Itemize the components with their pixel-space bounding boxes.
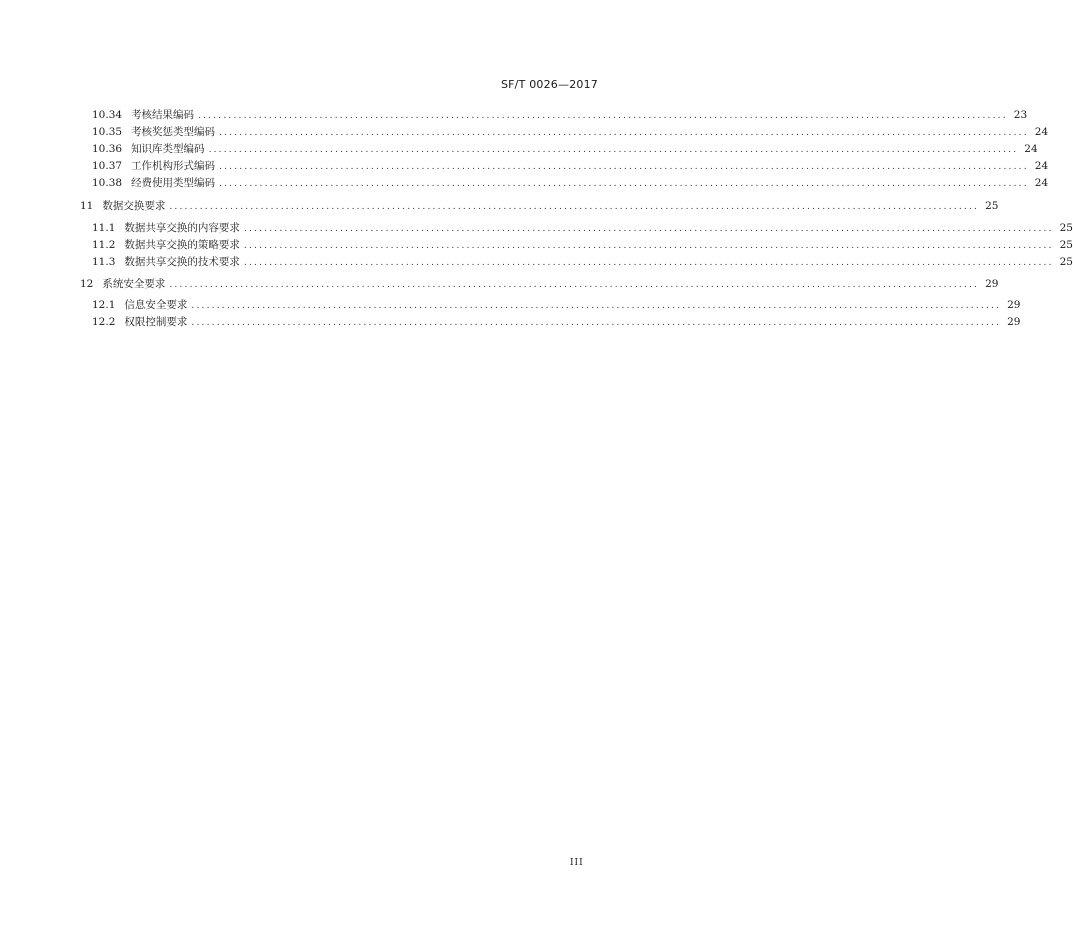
toc-leader: ................................................................................................................................................................ xyxy=(243,223,1054,234)
toc-entry[interactable] xyxy=(0,106,1028,123)
toc-leader: ................................................................................................................................................................ xyxy=(198,110,1008,121)
toc-title: 信息安全要求 xyxy=(124,299,188,311)
toc-leader: ................................................................................................................................................................ xyxy=(191,317,1002,328)
toc-number: 10.36 xyxy=(92,142,123,155)
toc-number: 11 xyxy=(80,199,94,212)
toc-entry[interactable] xyxy=(0,157,1049,174)
toc-page: 23 xyxy=(1013,108,1028,121)
toc-page: 24 xyxy=(1034,159,1049,172)
toc-title: 经费使用类型编码 xyxy=(131,177,216,189)
toc-page: 25 xyxy=(985,199,999,212)
toc-title: 数据共享交换的技术要求 xyxy=(124,256,240,268)
toc-title: 知识库类型编码 xyxy=(131,143,205,155)
document-code: SF/T 0026—2017 xyxy=(500,78,598,91)
toc-page: 29 xyxy=(1007,298,1021,311)
toc-leader: ................................................................................................................................................................ xyxy=(208,144,1019,155)
toc-page: 24 xyxy=(1034,176,1049,189)
toc-page: 25 xyxy=(1059,221,1073,234)
toc-number: 11.1 xyxy=(92,221,116,234)
toc-page: 29 xyxy=(1007,315,1021,328)
toc-title: 考核奖惩类型编码 xyxy=(131,126,216,138)
toc-entry[interactable] xyxy=(0,236,1073,253)
toc-number: 11.2 xyxy=(92,238,116,251)
toc-entry[interactable] xyxy=(0,253,1073,270)
toc-title: 数据交换要求 xyxy=(102,200,166,212)
toc-number: 10.37 xyxy=(92,159,123,172)
toc-leader: ................................................................................................................................................................ xyxy=(243,240,1054,251)
toc-number: 12.1 xyxy=(92,298,116,311)
toc-entry[interactable] xyxy=(0,140,1038,157)
toc-entry[interactable] xyxy=(0,197,999,214)
toc-title: 数据共享交换的策略要求 xyxy=(124,239,240,251)
toc-number: 12.2 xyxy=(92,315,116,328)
toc-number: 12 xyxy=(80,277,94,290)
toc-number: 10.35 xyxy=(92,125,123,138)
toc-page: 25 xyxy=(1059,238,1073,251)
toc-entry[interactable] xyxy=(0,275,999,292)
toc-page: 25 xyxy=(1059,255,1073,268)
toc-number: 11.3 xyxy=(92,255,116,268)
toc-leader: ................................................................................................................................................................ xyxy=(219,127,1029,138)
toc-leader: ................................................................................................................................................................ xyxy=(169,201,980,212)
toc-entry[interactable] xyxy=(0,296,1021,313)
toc-entry[interactable] xyxy=(0,123,1049,140)
toc-entry[interactable] xyxy=(0,174,1049,191)
toc-leader: ................................................................................................................................................................ xyxy=(219,161,1029,172)
toc-page: 29 xyxy=(985,277,999,290)
toc-entry[interactable] xyxy=(0,313,1021,330)
toc-leader: ................................................................................................................................................................ xyxy=(191,300,1002,311)
toc-entry[interactable] xyxy=(0,219,1073,236)
toc-title: 系统安全要求 xyxy=(102,278,166,290)
toc-title: 数据共享交换的内容要求 xyxy=(124,222,240,234)
toc-leader: ................................................................................................................................................................ xyxy=(219,178,1029,189)
toc-leader: ................................................................................................................................................................ xyxy=(243,257,1054,268)
toc-page: 24 xyxy=(1034,125,1049,138)
toc-number: 10.34 xyxy=(92,108,123,121)
toc-number: 10.38 xyxy=(92,176,123,189)
toc-title: 权限控制要求 xyxy=(124,316,188,328)
toc-page: 24 xyxy=(1024,142,1038,155)
toc-leader: ................................................................................................................................................................ xyxy=(169,279,980,290)
toc-title: 考核结果编码 xyxy=(131,109,195,121)
page-number: III xyxy=(570,858,584,868)
toc-title: 工作机构形式编码 xyxy=(131,160,216,172)
